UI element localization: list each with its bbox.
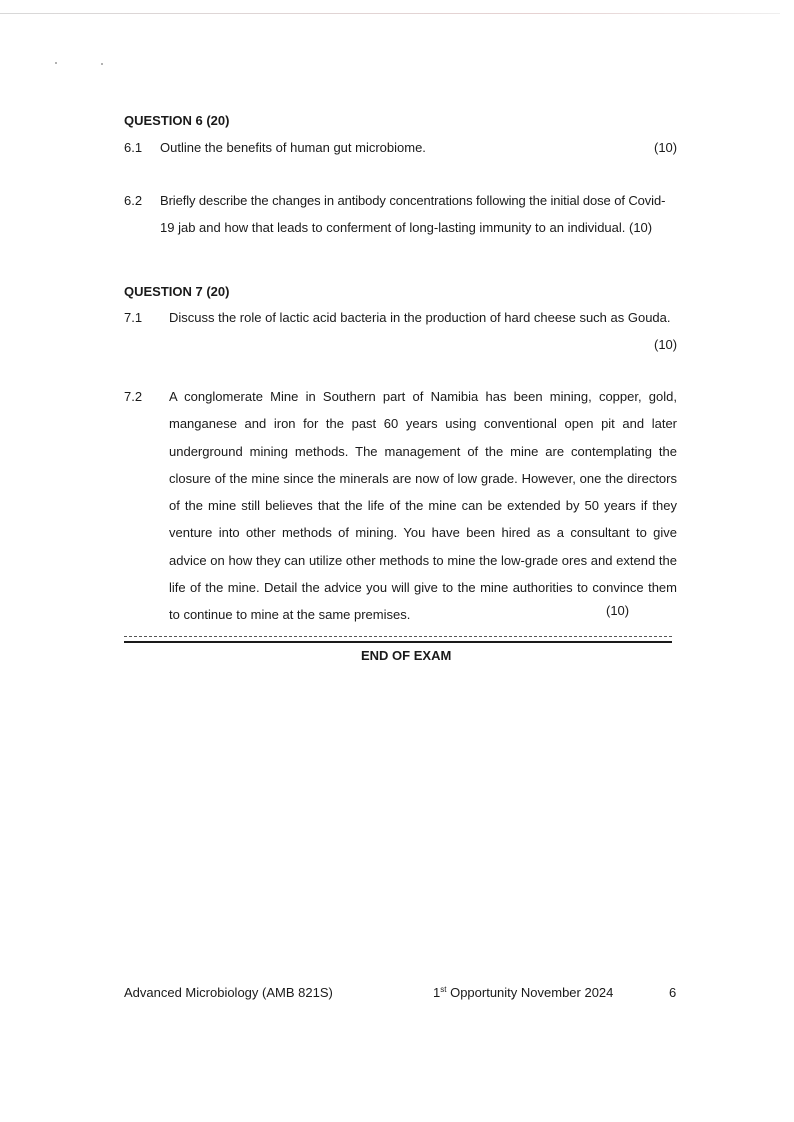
question-6-1-number: 6.1 (124, 140, 143, 155)
dashed-separator (124, 636, 672, 637)
question-7-2-marks: (10) (606, 603, 630, 618)
scan-edge-line (0, 13, 780, 14)
footer-opportunity-suffix: st (440, 985, 447, 994)
question-6-2-text-line1: Briefly describe the changes in antibody concentrations following the initial dose of Covid- (160, 193, 666, 208)
question-7-2-number: 7.2 (124, 389, 143, 404)
question-7-1-text: Discuss the role of lactic acid bacteria in the production of hard cheese such as Gouda. (169, 310, 671, 325)
end-of-exam: END OF EXAM (361, 648, 452, 663)
question-6-2-text-line2: 19 jab and how that leads to conferment of long-lasting immunity to an individual. (10) (160, 220, 653, 235)
footer-opportunity-number: 1 (433, 985, 441, 1000)
footer-page-number: 6 (669, 985, 677, 1000)
scan-speck (55, 62, 57, 64)
question-7-1-marks: (10) (654, 337, 678, 352)
footer-course: Advanced Microbiology (AMB 821S) (124, 985, 333, 1000)
footer-opportunity (433, 985, 613, 1000)
question-7-2-text: A conglomerate Mine in Southern part of Namibia has been mining, copper, gold, manganese and iron for the past 60 years using conventional open pit and later underground mining methods. The management of the mine are contemplating the closure of the mine since the minerals are now of low grade. However, one the directors of the mine still believes that the life of the mine can be extended by 50 years if they venture into other methods of mining. You have been hired as a consultant to give advice on how they can utilize other methods to mine the low-grade ores and extend the life of the mine. Detail the advice you will give to the mine authorities to convince them to continue to mine at the same premises. (169, 389, 677, 623)
question-6-2-number: 6.2 (124, 193, 143, 208)
question-6-1-marks: (10) (654, 140, 678, 155)
question-6-heading: QUESTION 6 (20) (124, 113, 230, 128)
question-7-heading: QUESTION 7 (20) (124, 284, 230, 299)
solid-separator (124, 641, 672, 643)
question-6-1-text: Outline the benefits of human gut microbiome. (160, 140, 426, 155)
scan-speck (101, 63, 103, 65)
footer-opportunity-text: Opportunity November 2024 (446, 985, 614, 1000)
question-7-1-number: 7.1 (124, 310, 143, 325)
